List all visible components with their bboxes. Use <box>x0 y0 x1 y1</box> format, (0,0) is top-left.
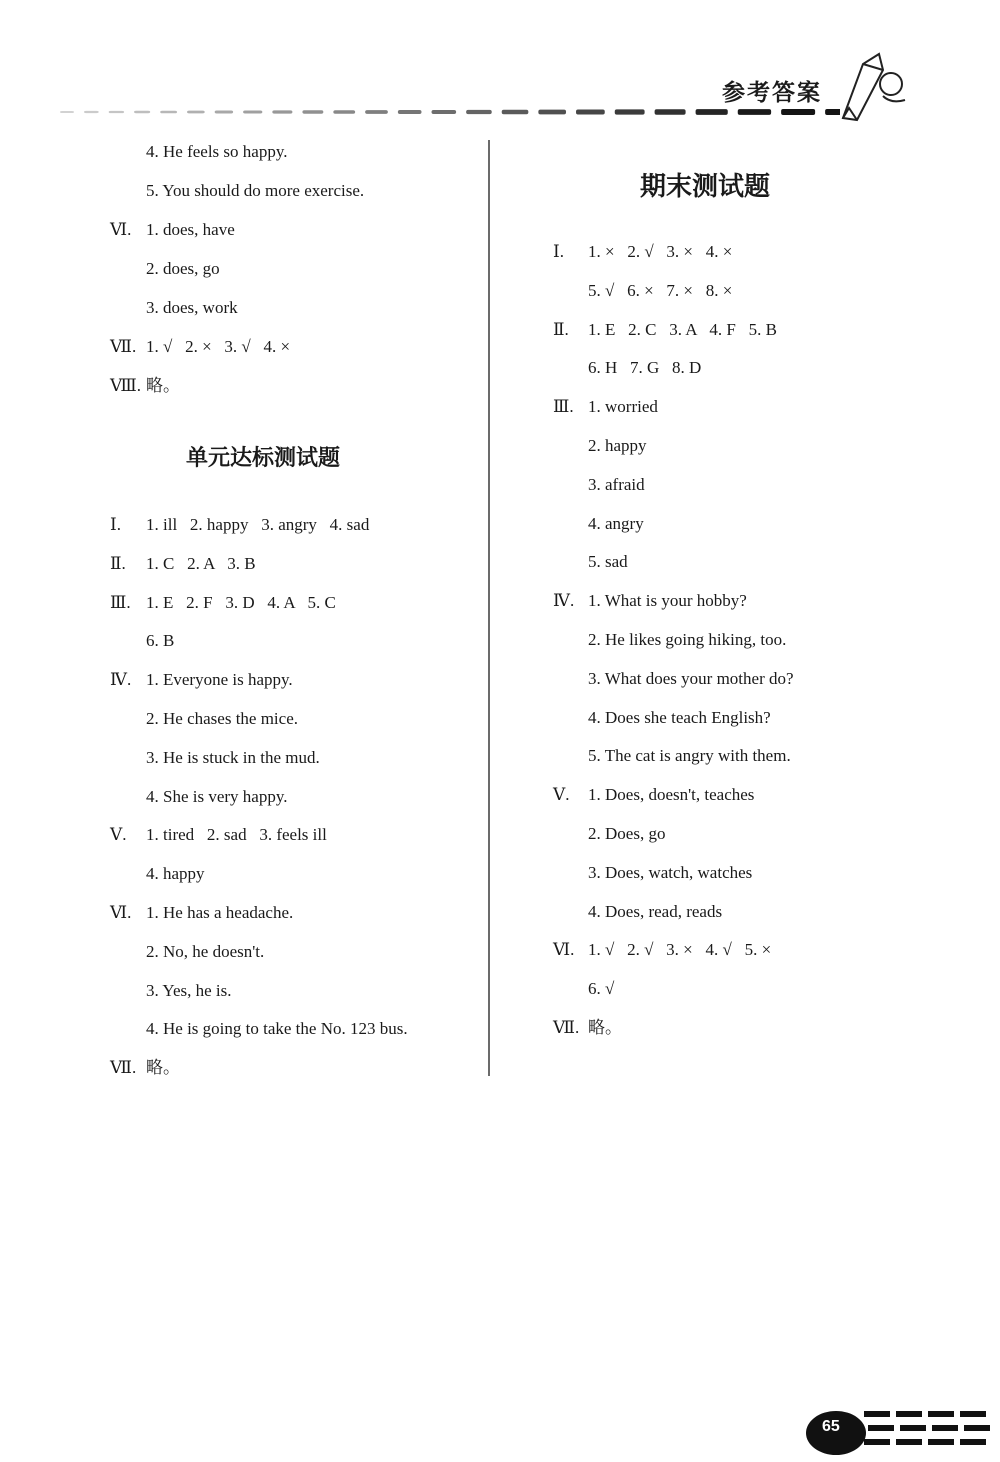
answer-line: 3. He is stuck in the mud. <box>146 747 320 767</box>
answer-line: 6. √ <box>588 979 615 999</box>
answer-line: 1. tired 2. sad 3. feels ill <box>146 825 327 845</box>
answer-line: 4. He is going to take the No. 123 bus. <box>146 1019 408 1039</box>
answer-line: 5. sad <box>588 552 628 572</box>
section-roman-numeral: Ⅷ. <box>110 376 142 395</box>
answer-line: 3. afraid <box>588 474 645 494</box>
section-roman-numeral: Ⅱ. <box>553 319 569 339</box>
answer-line: 2. He chases the mice. <box>146 709 298 728</box>
answer-line: 1. Does, doesn't, teaches <box>588 785 755 805</box>
header-dash <box>84 111 99 113</box>
answer-line: 1. He has a headache. <box>146 903 294 922</box>
section-roman-numeral: Ⅶ. <box>110 337 137 356</box>
header-dash <box>738 109 771 115</box>
header-dash-line <box>60 106 840 118</box>
header-dash <box>333 110 355 114</box>
section-roman-numeral: Ⅴ. <box>110 825 127 845</box>
answer-line: 3. does, work <box>146 298 238 317</box>
final-test-heading: 期末测试题 <box>640 172 771 202</box>
answer-line: 3. What does your mother do? <box>588 668 794 688</box>
answer-line: 1. E 2. F 3. D 4. A 5. C <box>146 592 336 612</box>
answer-line: 5. √ 6. × 7. × 8. × <box>588 280 733 300</box>
section-roman-numeral: Ⅶ. <box>110 1058 137 1078</box>
header-dash <box>187 111 205 114</box>
header-dash <box>466 110 492 114</box>
section-roman-numeral: Ⅰ. <box>553 242 564 261</box>
answer-line: 2. He likes going hiking, too. <box>588 630 787 649</box>
answer-line: 3. Does, watch, watches <box>588 862 753 882</box>
answer-line: 1. √ 2. √ 3. × 4. √ 5. × <box>588 940 772 960</box>
header-dash <box>398 110 422 114</box>
answer-line: 4. Does, read, reads <box>588 901 723 921</box>
header-dash <box>781 109 815 115</box>
header-dash <box>109 111 124 113</box>
page-number: 65 <box>822 1418 840 1435</box>
answer-line: 2. No, he doesn't. <box>146 941 265 961</box>
answer-line: 5. You should do more exercise. <box>146 181 365 200</box>
answer-line: 6. H 7. G 8. D <box>588 358 702 378</box>
header-dash <box>538 110 566 115</box>
answer-line: 2. Does, go <box>588 824 666 843</box>
header-dash <box>825 109 840 115</box>
header-dash <box>655 109 686 114</box>
header-dash <box>502 110 529 115</box>
answer-line: 4. Does she teach English? <box>588 707 771 727</box>
answer-line: 略。 <box>588 1018 622 1037</box>
answer-line: 略。 <box>146 1058 180 1078</box>
answer-line: 2. happy <box>588 436 647 455</box>
section-roman-numeral: Ⅶ. <box>553 1018 580 1037</box>
answer-line: 1. Everyone is happy. <box>146 670 293 690</box>
header-dash <box>243 110 262 113</box>
header-dash <box>696 109 728 115</box>
answer-line: 1. × 2. √ 3. × 4. × <box>588 242 733 261</box>
answer-line: 3. Yes, he is. <box>146 980 232 1000</box>
column-divider <box>488 140 490 1076</box>
section-roman-numeral: Ⅲ. <box>553 397 574 417</box>
answer-line: 1. √ 2. × 3. √ 4. × <box>146 337 291 356</box>
answer-line: 1. E 2. C 3. A 4. F 5. B <box>588 319 777 339</box>
answer-line: 1. worried <box>588 397 658 417</box>
header-dash <box>215 111 233 114</box>
answer-line: 5. The cat is angry with them. <box>588 746 791 766</box>
section-roman-numeral: Ⅰ. <box>110 515 121 534</box>
pencil-icon <box>835 44 910 124</box>
header-dash <box>365 110 388 114</box>
section-roman-numeral: Ⅴ. <box>553 785 570 805</box>
answer-line: 2. does, go <box>146 259 220 278</box>
answer-line: 4. angry <box>588 513 644 533</box>
header-dash <box>272 110 292 113</box>
section-roman-numeral: Ⅳ. <box>553 591 575 611</box>
unit-test-heading: 单元达标测试题 <box>186 446 341 471</box>
answer-line: 4. He feels so happy. <box>146 142 288 161</box>
section-roman-numeral: Ⅵ. <box>110 903 132 922</box>
section-roman-numeral: Ⅱ. <box>110 553 126 573</box>
answer-line: 6. B <box>146 631 175 651</box>
header-dash <box>160 111 177 114</box>
header-dash <box>134 111 150 113</box>
header-dash <box>60 111 74 113</box>
section-roman-numeral: Ⅳ. <box>110 670 132 690</box>
section-roman-numeral: Ⅵ. <box>553 940 575 960</box>
answer-line: 1. does, have <box>146 220 235 239</box>
header-title: 参考答案 <box>722 80 822 106</box>
header-dash <box>432 110 457 114</box>
header-dash <box>302 110 323 113</box>
header-dash <box>576 110 605 115</box>
section-roman-numeral: Ⅲ. <box>110 592 131 612</box>
answer-line: 4. She is very happy. <box>146 786 288 806</box>
header-dash <box>615 109 645 114</box>
answer-line: 4. happy <box>146 864 205 884</box>
answer-line: 1. ill 2. happy 3. angry 4. sad <box>146 515 370 534</box>
answer-line: 1. C 2. A 3. B <box>146 553 256 573</box>
answer-line: 略。 <box>146 376 180 395</box>
answer-line: 1. What is your hobby? <box>588 591 747 611</box>
section-roman-numeral: Ⅵ. <box>110 220 132 239</box>
